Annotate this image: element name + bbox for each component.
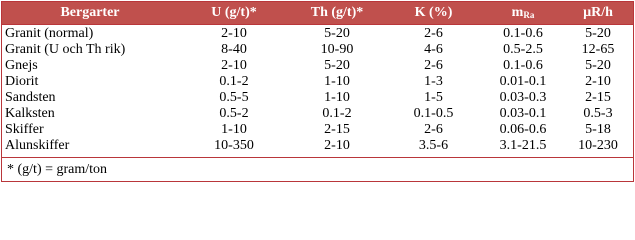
header-row — [2, 2, 633, 25]
table-body — [2, 25, 633, 158]
cell-dose: 10-230 — [578, 138, 618, 153]
cell-dose: 5-20 — [585, 58, 611, 73]
table-row — [2, 138, 633, 157]
cell-mra: 0.5-2.5 — [503, 42, 543, 57]
header-mra-subscript: Ra — [523, 10, 535, 20]
cell-dose: 5-18 — [585, 122, 611, 137]
cell-u: 0.1-2 — [219, 74, 249, 89]
table-row — [2, 106, 633, 122]
cell-th: 10-90 — [320, 42, 354, 57]
cell-rock-name: Granit (U och Th rik) — [5, 42, 126, 57]
cell-mra: 0.01-0.1 — [499, 74, 547, 89]
cell-rock-name: Kalksten — [5, 106, 55, 121]
header-uranium: U (g/t)* — [178, 2, 290, 25]
cell-mra: 0.06-0.6 — [499, 122, 547, 137]
rock-radiation-table-frame — [1, 1, 634, 182]
table-row — [2, 122, 633, 138]
header-thorium: Th (g/t)* — [290, 2, 384, 25]
header-mra-base: m — [511, 5, 524, 20]
cell-rock-name: Alunskiffer — [5, 138, 70, 153]
cell-u: 10-350 — [214, 138, 254, 153]
cell-dose: 0.5-3 — [583, 106, 613, 121]
cell-th: 5-20 — [324, 26, 350, 41]
cell-k: 1-5 — [424, 90, 443, 105]
cell-k: 0.1-0.5 — [413, 106, 454, 121]
cell-mra: 3.1-21.5 — [499, 138, 547, 153]
cell-th: 2-15 — [324, 122, 350, 137]
cell-mra: 0.03-0.3 — [499, 90, 547, 105]
cell-th: 2-10 — [324, 138, 350, 153]
table-row — [2, 42, 633, 58]
cell-rock-name: Diorit — [5, 74, 39, 89]
cell-rock-name: Skiffer — [5, 122, 44, 137]
cell-dose: 12-65 — [581, 42, 615, 57]
cell-k: 1-3 — [424, 74, 443, 89]
rock-radiation-table — [2, 2, 633, 157]
cell-u: 2-10 — [221, 26, 247, 41]
table-row — [2, 25, 633, 43]
cell-dose: 5-20 — [585, 26, 611, 41]
cell-k: 4-6 — [424, 42, 443, 57]
cell-th: 5-20 — [324, 58, 350, 73]
cell-k: 2-6 — [424, 26, 443, 41]
cell-dose: 2-15 — [585, 90, 611, 105]
cell-dose: 2-10 — [585, 74, 611, 89]
cell-mra: 0.1-0.6 — [503, 58, 543, 73]
table-row — [2, 74, 633, 90]
header-bergarter: Bergarter — [2, 2, 178, 25]
table-row — [2, 90, 633, 106]
cell-th: 0.1-2 — [322, 106, 352, 121]
cell-rock-name: Gnejs — [5, 58, 38, 73]
table-header — [2, 2, 633, 25]
cell-u: 1-10 — [221, 122, 247, 137]
table-footnote: * (g/t) = gram/ton — [2, 157, 633, 181]
cell-u: 0.5-2 — [219, 106, 249, 121]
cell-mra: 0.03-0.1 — [499, 106, 547, 121]
cell-k: 3.5-6 — [418, 138, 449, 153]
cell-th: 1-10 — [324, 90, 350, 105]
cell-th: 1-10 — [324, 74, 350, 89]
cell-rock-name: Sandsten — [5, 90, 56, 105]
cell-mra: 0.1-0.6 — [503, 26, 543, 41]
cell-u: 0.5-5 — [219, 90, 249, 105]
header-dose-rate: µR/h — [563, 2, 633, 25]
cell-rock-name: Granit (normal) — [5, 26, 94, 41]
cell-k: 2-6 — [424, 122, 443, 137]
cell-u: 8-40 — [221, 42, 247, 57]
document-page — [1, 1, 634, 200]
table-row — [2, 58, 633, 74]
header-potassium: K (%) — [384, 2, 483, 25]
cell-k: 2-6 — [424, 58, 443, 73]
header-mra — [483, 2, 563, 25]
cell-u: 2-10 — [221, 58, 247, 73]
